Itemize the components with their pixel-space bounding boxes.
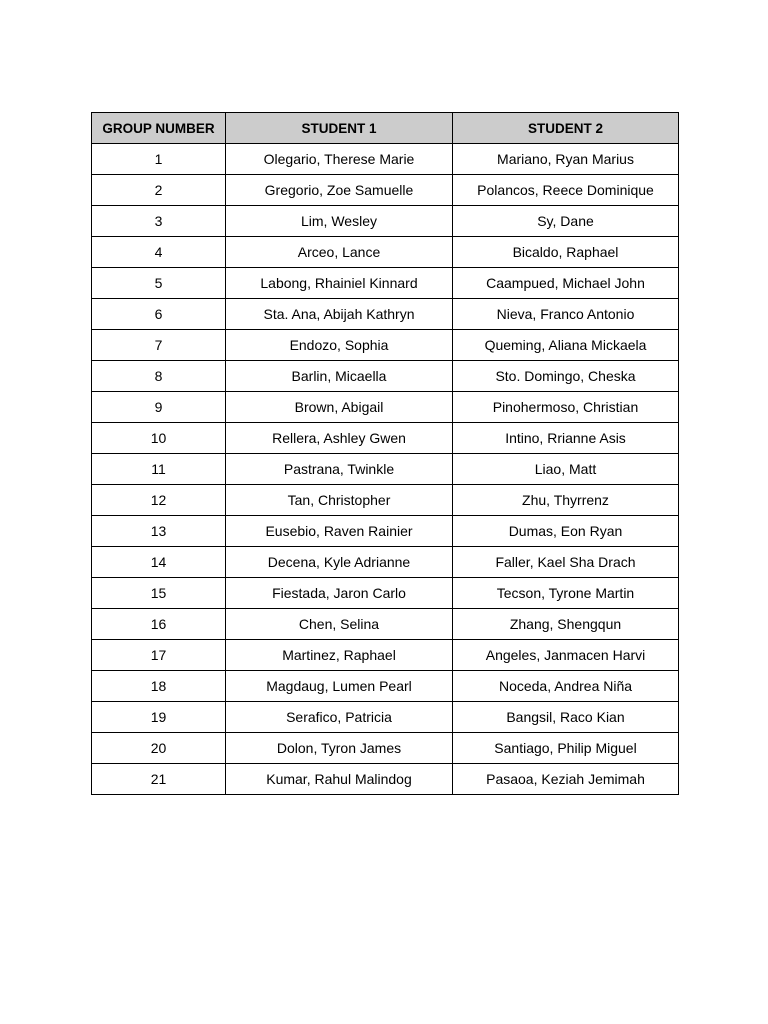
student-2-cell: Intino, Rrianne Asis [453, 423, 679, 454]
student-2-cell: Pinohermoso, Christian [453, 392, 679, 423]
table-row [92, 144, 679, 175]
student-1-cell: Serafico, Patricia [226, 702, 453, 733]
student-2-cell: Sto. Domingo, Cheska [453, 361, 679, 392]
student-2-cell: Caampued, Michael John [453, 268, 679, 299]
group-number-cell: 20 [92, 733, 226, 764]
group-number-cell: 7 [92, 330, 226, 361]
table-row [92, 547, 679, 578]
student-2-cell: Liao, Matt [453, 454, 679, 485]
table-row [92, 516, 679, 547]
student-1-cell: Gregorio, Zoe Samuelle [226, 175, 453, 206]
group-number-cell: 9 [92, 392, 226, 423]
group-number-cell: 12 [92, 485, 226, 516]
student-1-cell: Lim, Wesley [226, 206, 453, 237]
group-number-cell: 21 [92, 764, 226, 795]
group-number-cell: 1 [92, 144, 226, 175]
table-row [92, 175, 679, 206]
group-number-cell: 8 [92, 361, 226, 392]
group-number-cell: 10 [92, 423, 226, 454]
table-header-row [92, 113, 679, 144]
header-student-1: STUDENT 1 [226, 113, 453, 144]
student-2-cell: Zhang, Shengqun [453, 609, 679, 640]
table-row [92, 392, 679, 423]
student-1-cell: Endozo, Sophia [226, 330, 453, 361]
table-row [92, 609, 679, 640]
table-row [92, 268, 679, 299]
group-number-cell: 16 [92, 609, 226, 640]
student-1-cell: Arceo, Lance [226, 237, 453, 268]
table-row [92, 454, 679, 485]
table-row [92, 764, 679, 795]
student-1-cell: Martinez, Raphael [226, 640, 453, 671]
student-1-cell: Fiestada, Jaron Carlo [226, 578, 453, 609]
student-1-cell: Chen, Selina [226, 609, 453, 640]
student-1-cell: Eusebio, Raven Rainier [226, 516, 453, 547]
table-body [92, 144, 679, 795]
student-1-cell: Dolon, Tyron James [226, 733, 453, 764]
group-number-cell: 4 [92, 237, 226, 268]
student-1-cell: Decena, Kyle Adrianne [226, 547, 453, 578]
table-row [92, 733, 679, 764]
table-row [92, 206, 679, 237]
student-1-cell: Kumar, Rahul Malindog [226, 764, 453, 795]
group-number-cell: 17 [92, 640, 226, 671]
table-row [92, 578, 679, 609]
student-1-cell: Pastrana, Twinkle [226, 454, 453, 485]
student-1-cell: Sta. Ana, Abijah Kathryn [226, 299, 453, 330]
group-number-cell: 14 [92, 547, 226, 578]
table-row [92, 640, 679, 671]
table-row [92, 702, 679, 733]
student-2-cell: Dumas, Eon Ryan [453, 516, 679, 547]
table-row [92, 361, 679, 392]
group-assignment-table [91, 112, 679, 795]
student-2-cell: Pasaoa, Keziah Jemimah [453, 764, 679, 795]
table-row [92, 423, 679, 454]
group-number-cell: 13 [92, 516, 226, 547]
group-number-cell: 11 [92, 454, 226, 485]
student-1-cell: Barlin, Micaella [226, 361, 453, 392]
student-1-cell: Olegario, Therese Marie [226, 144, 453, 175]
group-number-cell: 15 [92, 578, 226, 609]
student-1-cell: Magdaug, Lumen Pearl [226, 671, 453, 702]
student-1-cell: Rellera, Ashley Gwen [226, 423, 453, 454]
student-2-cell: Nieva, Franco Antonio [453, 299, 679, 330]
student-2-cell: Mariano, Ryan Marius [453, 144, 679, 175]
table-row [92, 671, 679, 702]
student-2-cell: Tecson, Tyrone Martin [453, 578, 679, 609]
table-row [92, 485, 679, 516]
student-2-cell: Noceda, Andrea Niña [453, 671, 679, 702]
student-1-cell: Labong, Rhainiel Kinnard [226, 268, 453, 299]
student-2-cell: Angeles, Janmacen Harvi [453, 640, 679, 671]
student-2-cell: Sy, Dane [453, 206, 679, 237]
student-1-cell: Brown, Abigail [226, 392, 453, 423]
student-2-cell: Polancos, Reece Dominique [453, 175, 679, 206]
student-2-cell: Zhu, Thyrrenz [453, 485, 679, 516]
group-number-cell: 6 [92, 299, 226, 330]
table-row [92, 330, 679, 361]
student-2-cell: Queming, Aliana Mickaela [453, 330, 679, 361]
student-2-cell: Santiago, Philip Miguel [453, 733, 679, 764]
header-group-number: GROUP NUMBER [92, 113, 226, 144]
student-1-cell: Tan, Christopher [226, 485, 453, 516]
group-number-cell: 19 [92, 702, 226, 733]
student-2-cell: Faller, Kael Sha Drach [453, 547, 679, 578]
student-2-cell: Bangsil, Raco Kian [453, 702, 679, 733]
group-number-cell: 3 [92, 206, 226, 237]
header-student-2: STUDENT 2 [453, 113, 679, 144]
group-number-cell: 2 [92, 175, 226, 206]
student-2-cell: Bicaldo, Raphael [453, 237, 679, 268]
table-row [92, 237, 679, 268]
table-row [92, 299, 679, 330]
group-number-cell: 5 [92, 268, 226, 299]
group-number-cell: 18 [92, 671, 226, 702]
